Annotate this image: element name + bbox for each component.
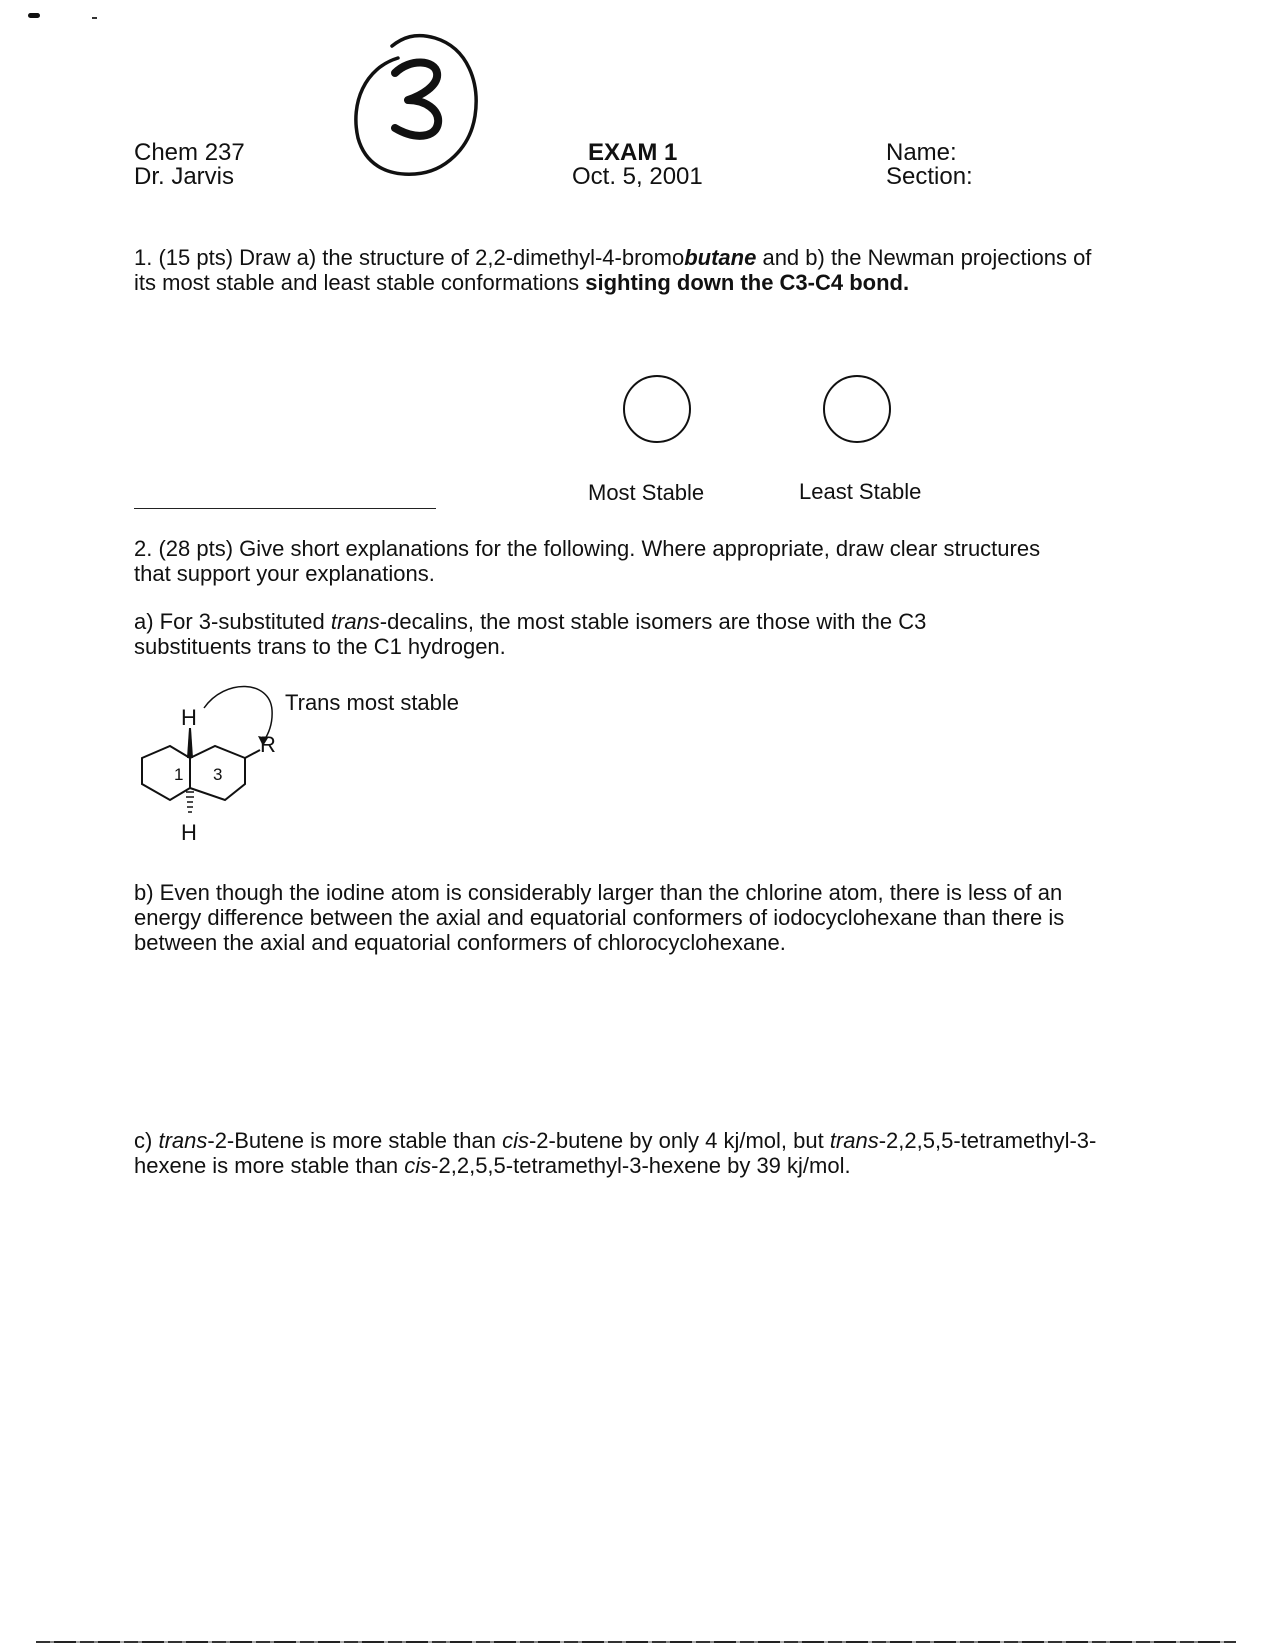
- q2a-trans: trans: [330, 609, 380, 634]
- trans-decalin-structure: [130, 680, 510, 860]
- q2c-part-1: -2-Butene is more stable than: [207, 1128, 503, 1153]
- question-2-intro: 2. (28 pts) Give short explanations for the following. Where appropriate, draw clear structures that support your explanations.: [134, 536, 1041, 586]
- q2c-cis-1: cis: [502, 1128, 529, 1153]
- question-2a-text: [134, 609, 1034, 659]
- q2a-suffix: -decalins, the most stable isomers are those with the C3 substituents trans to the C1 hydrogen.: [134, 609, 927, 659]
- q2c-part-4: -2,2,5,5-tetramethyl-3-hexene by 39 kj/mol.: [431, 1153, 851, 1178]
- figure-annotation: Trans most stable: [285, 690, 460, 715]
- question-1-text: [134, 245, 1094, 295]
- q1-bold-tail: sighting down the C3-C4 bond.: [585, 270, 910, 295]
- q2c-trans-1: trans: [158, 1128, 208, 1153]
- q1-butane: butane: [684, 245, 757, 270]
- name-field-label: Name:: [886, 139, 957, 166]
- scan-mark: [92, 17, 97, 19]
- q2c-trans-2: trans: [829, 1128, 879, 1153]
- q1-lead: 1. (15 pts) Draw a) the structure of 2,2-dimethyl-4-bromo: [134, 245, 685, 270]
- q2c-part-2: -2-butene by only 4 kj/mol, but: [528, 1128, 830, 1153]
- scan-edge-line: [36, 1641, 1236, 1643]
- q2c-prefix: c): [134, 1128, 159, 1153]
- newman-circle-most-stable: [620, 372, 694, 446]
- atom-r: R: [260, 732, 276, 757]
- locant-1: 1: [174, 765, 184, 784]
- atom-h-top: H: [181, 705, 197, 730]
- q2c-cis-2: cis: [404, 1153, 432, 1178]
- course-label: Chem 237: [134, 139, 245, 166]
- handwritten-score-text: 3: [340, 28, 341, 29]
- answer-line: [134, 508, 436, 509]
- most-stable-label: Most Stable: [588, 480, 705, 505]
- q2c-part-3: -2,2,5,5-tetramethyl-3-hexene is more stable than: [134, 1128, 1097, 1178]
- instructor-label: Dr. Jarvis: [134, 163, 235, 190]
- question-2c-text: [134, 1128, 1109, 1178]
- q2a-prefix: a) For 3-substituted: [134, 609, 331, 634]
- atom-h-bottom: H: [181, 820, 197, 845]
- scan-mark: [28, 13, 40, 18]
- exam-title: EXAM 1: [588, 139, 678, 166]
- least-stable-label: Least Stable: [799, 479, 922, 504]
- handwritten-score-mark: [340, 28, 490, 188]
- exam-date: Oct. 5, 2001: [572, 163, 703, 190]
- q1-middle: and b) the Newman projections of its most stable and least stable conformations: [134, 245, 1092, 295]
- section-field-label: Section:: [886, 163, 973, 190]
- newman-circle-least-stable: [820, 372, 894, 446]
- locant-3: 3: [213, 765, 223, 784]
- question-2b-text: b) Even though the iodine atom is considerably larger than the chlorine atom, there is less of an energy difference between the axial and equatorial conformers of iodocyclohexane than there is between the axial and equatorial conformers of chlorocyclohexane.: [134, 880, 1065, 955]
